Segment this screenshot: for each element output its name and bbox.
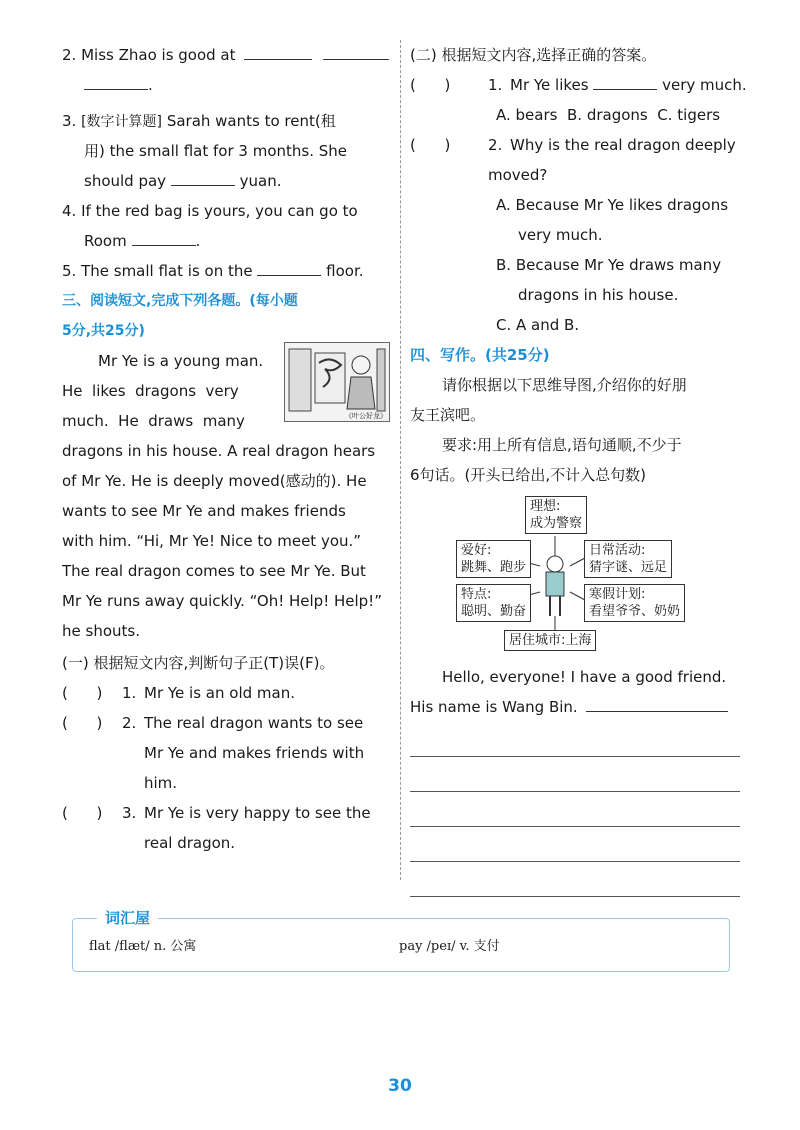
writing-line[interactable]	[410, 862, 740, 897]
writing-opening: Hello, everyone! I have a good friend.	[442, 668, 727, 686]
tf-question-2: ( ) 2. The real dragon wants to see	[62, 708, 392, 738]
mc-option-b: B. Because Mr Ye draws many	[496, 256, 722, 274]
writing-line[interactable]	[410, 827, 740, 862]
vocab-item-flat: flat /flæt/ n. 公寓	[89, 939, 197, 954]
map-node-winter-plan: 寒假计划: 看望爷爷、奶奶	[584, 584, 685, 622]
answer-bracket[interactable]: ( )	[410, 76, 451, 94]
illustration-caption: 《叶公好龙》	[345, 412, 387, 420]
illustration-graphic	[285, 343, 389, 421]
map-node-city: 居住城市:上海	[504, 630, 596, 651]
mc-question-1: ( ) 1. Mr Ye likes very much.	[410, 70, 740, 100]
question-2-cont: .	[62, 70, 392, 100]
writing-line[interactable]	[410, 722, 740, 757]
vocabulary-box	[72, 909, 730, 972]
column-divider	[400, 40, 401, 880]
mc-option-a: A. Because Mr Ye likes dragons	[496, 196, 729, 214]
answer-bracket[interactable]: ( )	[62, 684, 103, 702]
question-3: 3. [数字计算题] Sarah wants to rent(租	[62, 112, 336, 130]
writing-line[interactable]	[410, 757, 740, 792]
answer-blank[interactable]	[132, 229, 196, 246]
question-2: 2. Miss Zhao is good at	[62, 40, 392, 70]
map-node-daily: 日常活动: 猜字谜、远足	[584, 540, 672, 578]
answer-bracket[interactable]: ( )	[410, 136, 451, 154]
left-column	[62, 40, 392, 858]
answer-blank[interactable]	[171, 169, 235, 186]
writing-area[interactable]	[410, 722, 740, 897]
writing-blank[interactable]	[586, 695, 728, 712]
mind-map	[410, 496, 740, 656]
writing-requirements: 要求:用上所有信息,语句通顺,不少于	[442, 436, 682, 454]
true-false-questions: ( ) 1. Mr Ye is an old man. ( ) 2. The real dragon wants to see Mr Ye and makes friends with him. ( ) 3. Mr Ye is very happy to see the real dragon.	[62, 678, 392, 858]
page-number: 30	[388, 1076, 412, 1096]
vocabulary-title: 词汇屋	[97, 907, 158, 928]
mc-option-c: C. A and B.	[496, 316, 580, 334]
writing-opening-2: His name is Wang Bin.	[410, 692, 740, 722]
writing-prompt: 请你根据以下思维导图,介绍你的好朋	[442, 376, 687, 394]
vocab-item-pay: pay /peɪ/ v. 支付	[399, 939, 500, 954]
mr-ye-illustration	[284, 342, 390, 422]
writing-line[interactable]	[410, 792, 740, 827]
map-node-traits: 特点: 聪明、勤奋	[456, 584, 531, 622]
answer-blank[interactable]	[257, 259, 321, 276]
section-3-title: 三、阅读短文,完成下列各题。(每小题	[62, 293, 298, 309]
question-3-line2: 用) the small flat for 3 months. She	[84, 142, 348, 160]
answer-blank[interactable]	[323, 43, 389, 60]
mc-question-1-options: A. bears B. dragons C. tigers	[496, 106, 721, 124]
part-1-title: (一) 根据短文内容,判断句子正(T)误(F)。	[62, 654, 335, 672]
map-node-hobby: 爱好: 跳舞、跑步	[456, 540, 531, 578]
section-3-title-cont: 5分,共25分)	[62, 323, 145, 339]
answer-blank[interactable]	[244, 43, 312, 60]
answer-bracket[interactable]: ( )	[62, 714, 103, 732]
answer-bracket[interactable]: ( )	[62, 804, 103, 822]
question-4-line2: Room .	[62, 226, 392, 256]
tf-question-3: ( ) 3. Mr Ye is very happy to see the	[62, 798, 392, 828]
section-4-title: 四、写作。(共25分)	[410, 346, 550, 364]
question-3-line3: should pay yuan.	[62, 166, 392, 196]
reading-passage: Mr Ye is a young man. He likes dragons very much. He draws many dragons in his house. A real dragon hears of Mr Ye. He is deeply moved(感动的). He wants to see Mr Ye and makes friends with him. “Hi, Mr Ye! Nice to meet you.” The real dragon comes to see Mr Ye. But Mr Ye runs away quickly. “Oh! Help! Help!” he shouts.	[62, 352, 382, 640]
map-node-ideal: 理想: 成为警察	[525, 496, 587, 534]
answer-blank[interactable]	[84, 73, 148, 90]
question-5: 5. The small flat is on the floor.	[62, 256, 392, 286]
mc-question-2: ( ) 2. Why is the real dragon deeply	[410, 130, 740, 160]
question-4: 4. If the red bag is yours, you can go to	[62, 202, 358, 220]
answer-blank[interactable]	[593, 73, 657, 90]
part-2-title: (二) 根据短文内容,选择正确的答案。	[410, 46, 657, 64]
right-column: (二) 根据短文内容,选择正确的答案。 ( ) 1. Mr Ye likes very much. A. bears B. dragons C. tigers ( ) 2. Why is the real dragon deeply moved? A. Because Mr Ye likes dragons very much. B. Because Mr Ye draws many dragons in his house. C. A and B. 四、写作。(共25分) 请你根据以下思维导图,介绍你的好朋 友王滨吧。 要求:用上所有信息,语句通顺,不少于 6句话。(开头已给出,不计入总句数) 理想: 成为警察 爱好: 跳舞、跑步 日常活动: 猜字谜、远足 特点: 聪明、勤奋 寒假计划: 看望爷爷、奶奶 居住城市:上海 Hello, everyone! I have a good friend. His name is Wang Bin.	[410, 40, 740, 897]
tf-question-1: ( ) 1. Mr Ye is an old man.	[62, 678, 392, 708]
